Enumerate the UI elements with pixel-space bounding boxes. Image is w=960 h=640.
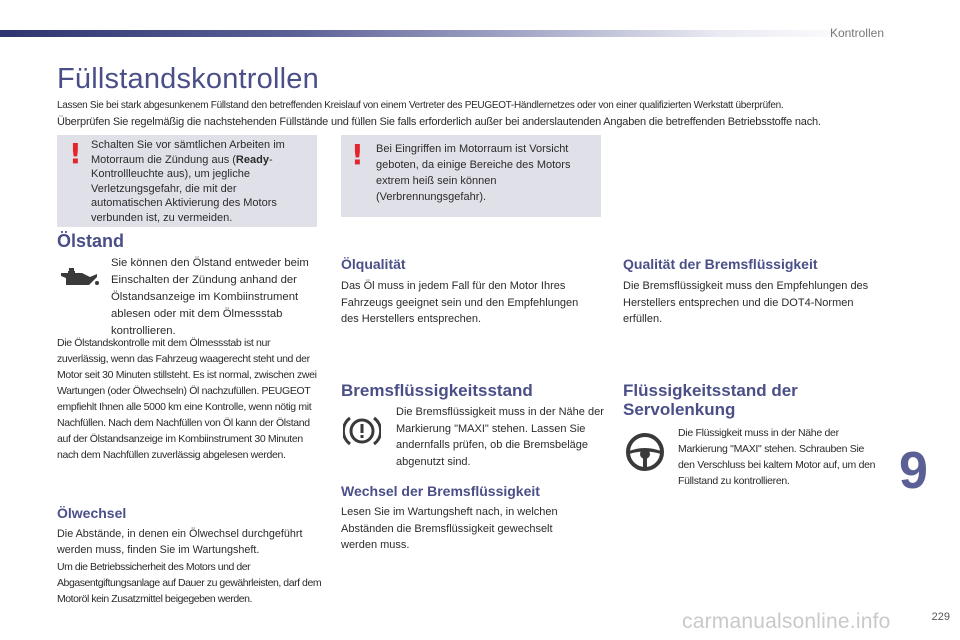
page-number: 229 <box>931 611 950 623</box>
warning-text-after: -Kontrollleuchte aus), um jegliche Verletzungsgefahr, die mit der automatischen Aktivierung des Motors verbunden ist, zu vermeiden. <box>91 153 277 224</box>
section-title-oelwechsel: Ölwechsel <box>57 505 127 521</box>
steering-wheel-icon <box>625 432 665 472</box>
section-title-oelstand: Ölstand <box>57 231 125 251</box>
bremsfluessigkeitsstand-body: Die Bremsflüssigkeit muss in der Nähe der Markierung "MAXI" stehen. Lassen Sie andernfalls prüfen, ob die Bremsbeläge abgenutzt sind. <box>396 406 604 468</box>
warning-text-before: Schalten Sie vor sämtlichen Arbeiten im Motorraum die Zündung aus ( <box>91 139 285 166</box>
watermark: carmanualsonline.info <box>682 610 891 633</box>
section-title-oelqualitaet: Ölqualität <box>341 256 406 272</box>
section-title-bremsfluessigkeitsstand: Bremsflüssigkeitsstand <box>341 381 533 400</box>
section-title-wechsel-bremsfluessigkeit: Wechsel der Bremsflüssigkeit <box>341 483 540 499</box>
section-title-qualitaet-bremsfluessigkeit: Qualität der Bremsflüssigkeit <box>623 256 818 272</box>
intro-text-2: Überprüfen Sie regelmäßig die nachstehenden Füllstände und füllen Sie falls erforderlich außer bei anderslautenden Angaben die betreffenden Betriebsstoffe nach. <box>57 116 821 128</box>
warning-exclamation-icon: ! <box>351 138 364 171</box>
wechsel-bremsfluessigkeit-body: Lesen Sie im Wartungsheft nach, in welchen Abständen die Bremsflüssigkeit gewechselt werden muss. <box>341 506 558 551</box>
oil-can-icon <box>58 266 100 290</box>
qualitaet-bremsfluessigkeit-body: Die Bremsflüssigkeit muss den Empfehlungen des Herstellers entsprechen und die DOT4-Normen erfüllen. <box>623 280 869 325</box>
section-title-servolenkung <box>623 381 798 419</box>
oelstand-body: Die Ölstandskontrolle mit dem Ölmessstab ist nur zuverlässig, wenn das Fahrzeug waagerecht steht und der Motor seit 30 Minuten stillsteht. Es ist normal, zwischen zwei Wartungen (oder Ölwechseln) Öl nachzufüllen. PEUGEOT empfiehlt Ihnen alle 5000 km eine Kontrolle, wenn nötig mit Nachfüllen. Nach dem Nachfüllen von Öl kann der Ölstand auf der Ölstandsanzeige im Kombiinstrument 30 Minuten nach dem Nachfüllen zuverlässig abgelesen werden. <box>57 337 317 461</box>
oelwechsel-body-2: Um die Betriebssicherheit des Motors und der Abgasentgiftungsanlage auf Dauer zu gewährleisten, darf dem Motoröl kein Zusatzmittel beigegeben werden. <box>57 561 322 605</box>
warning-text: Bei Eingriffen im Motorraum ist Vorsicht geboten, da einige Bereiche des Motors extrem heiß sein können (Verbrennungsgefahr). <box>376 143 571 203</box>
warning-box-burn <box>341 135 601 217</box>
oelwechsel-body-1: Die Abstände, in denen ein Ölwechsel durchgeführt werden muss, finden Sie im Wartungsheft. <box>57 528 303 556</box>
servolenkung-title-line-1: Flüssigkeitsstand der <box>623 381 798 400</box>
brake-warning-icon <box>343 414 381 448</box>
warning-exclamation-icon: ! <box>69 137 82 170</box>
oelqualitaet-body: Das Öl muss in jedem Fall für den Motor Ihres Fahrzeugs geeignet sein und den Empfehlungen des Herstellers entsprechen. <box>341 280 579 325</box>
warning-box-ignition <box>57 135 317 227</box>
ready-label: Ready <box>235 153 269 166</box>
header-gradient-bar <box>0 30 960 37</box>
servolenkung-body: Die Flüssigkeit muss in der Nähe der Markierung "MAXI" stehen. Schrauben Sie den Verschluss bei kaltem Motor auf, um den Füllstand zu kontrollieren. <box>678 427 876 487</box>
page-title: Füllstandskontrollen <box>57 63 319 95</box>
intro-text-1: Lassen Sie bei stark abgesunkenem Füllstand den betreffenden Kreislauf von einem Vertreter des PEUGEOT-Händlernetzes oder von einer qualifizierten Werkstatt überprüfen. <box>57 100 784 111</box>
chapter-number: 9 <box>899 442 928 500</box>
servolenkung-title-line-2: Servolenkung <box>623 400 736 419</box>
chapter-label: Kontrollen <box>829 26 884 40</box>
oelstand-intro: Sie können den Ölstand entweder beim Einschalten der Zündung anhand der Ölstandsanzeige im Kombiinstrument ablesen oder mit dem Ölmessstab kontrollieren. <box>111 257 309 337</box>
